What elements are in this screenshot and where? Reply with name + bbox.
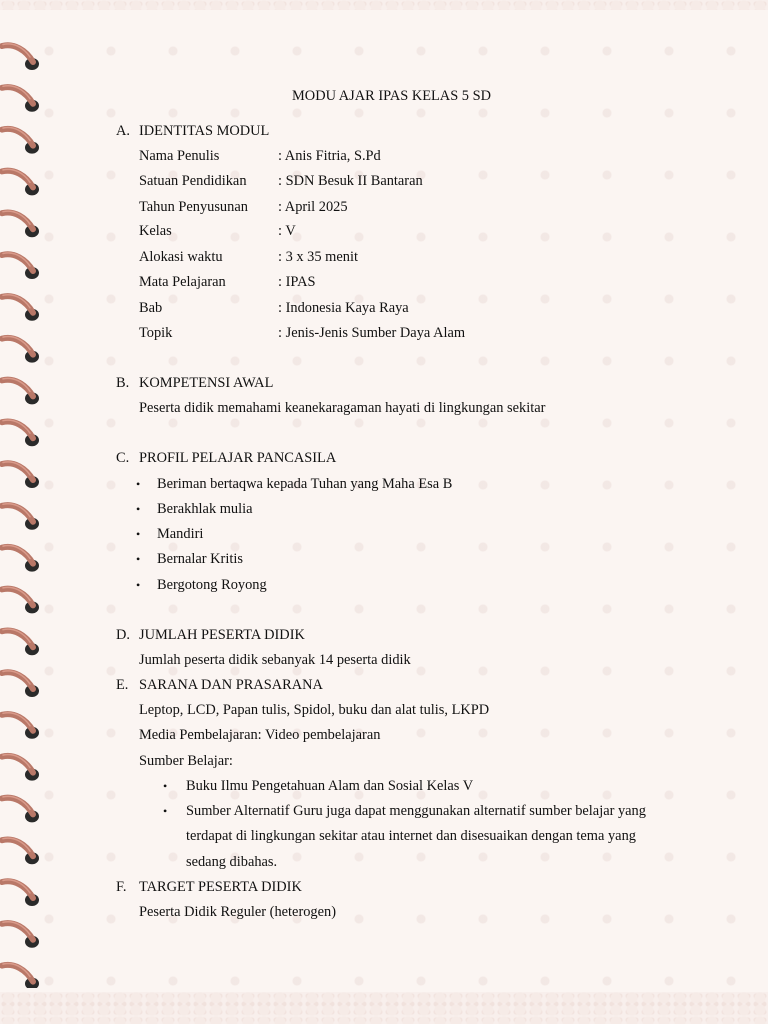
section-e-letter: E. — [116, 677, 129, 693]
identity-value: : Indonesia Kaya Raya — [278, 300, 409, 316]
spiral-ring — [2, 253, 39, 279]
page-title: MODU AJAR IPAS KELAS 5 SD — [292, 88, 491, 104]
spiral-ring — [2, 128, 39, 154]
identity-value: : April 2025 — [278, 199, 348, 215]
spiral-ring — [2, 86, 39, 112]
spiral-ring — [2, 713, 39, 739]
section-d-letter: D. — [116, 627, 130, 643]
identity-label: Nama Penulis — [139, 148, 220, 164]
identity-label: Kelas — [139, 223, 172, 239]
list-item: Berakhlak mulia — [157, 501, 253, 517]
section-e-line: Leptop, LCD, Papan tulis, Spidol, buku dan alat tulis, LKPD — [139, 702, 490, 718]
identity-label: Topik — [139, 325, 173, 341]
bullet-icon: • — [136, 477, 141, 491]
section-c-heading: PROFIL PELAJAR PANCASILA — [139, 450, 337, 466]
list-item: Bergotong Royong — [157, 577, 267, 593]
section-a-letter: A. — [116, 123, 130, 139]
top-lace-border — [0, 0, 768, 10]
section-f-letter: F. — [116, 879, 127, 895]
section-e-heading: SARANA DAN PRASARANA — [139, 677, 323, 693]
list-item: Beriman bertaqwa kepada Tuhan yang Maha Esa B — [157, 476, 453, 492]
section-a-heading: IDENTITAS MODUL — [139, 123, 270, 139]
spiral-ring — [2, 755, 39, 781]
section-f-text: Peserta Didik Reguler (heterogen) — [139, 904, 336, 920]
spiral-ring — [2, 922, 39, 948]
spiral-ring — [2, 295, 39, 321]
bullet-icon: • — [136, 578, 141, 592]
spiral-ring — [2, 964, 39, 988]
identity-value: : IPAS — [278, 274, 316, 290]
identity-label: Satuan Pendidikan — [139, 173, 247, 189]
spiral-binding — [0, 38, 50, 988]
section-d-heading: JUMLAH PESERTA DIDIK — [139, 627, 305, 643]
spiral-ring — [2, 420, 39, 446]
spiral-ring — [2, 211, 39, 237]
spiral-ring — [2, 378, 39, 404]
section-b-text: Peserta didik memahami keanekaragaman hayati di lingkungan sekitar — [139, 400, 546, 416]
spiral-ring — [2, 337, 39, 363]
section-e-line: Media Pembelajaran: Video pembelajaran — [139, 727, 381, 743]
bottom-lace-border — [0, 992, 768, 1024]
bullet-icon: • — [163, 779, 168, 793]
identity-label: Tahun Penyusunan — [139, 199, 248, 215]
section-b-letter: B. — [116, 375, 130, 391]
spiral-ring — [2, 169, 39, 195]
bullet-icon: • — [163, 804, 168, 818]
identity-label: Mata Pelajaran — [139, 274, 226, 290]
list-item: Bernalar Kritis — [157, 551, 243, 567]
list-item-continuation: sedang dibahas. — [186, 854, 278, 870]
spiral-ring — [2, 838, 39, 864]
identity-label: Alokasi waktu — [139, 249, 223, 265]
identity-value: : Jenis-Jenis Sumber Daya Alam — [278, 325, 466, 341]
list-item: Buku Ilmu Pengetahuan Alam dan Sosial Kelas V — [186, 778, 474, 794]
bullet-icon: • — [136, 502, 141, 516]
bullet-icon: • — [136, 527, 141, 541]
identity-value: : SDN Besuk II Bantaran — [278, 173, 423, 189]
spiral-ring — [2, 671, 39, 697]
spiral-ring — [2, 796, 39, 822]
list-item: Sumber Alternatif Guru juga dapat menggunakan alternatif sumber belajar yang — [186, 803, 646, 819]
spiral-ring — [2, 880, 39, 906]
section-c-letter: C. — [116, 450, 130, 466]
list-item-continuation: terdapat di lingkungan sekitar atau internet dan disesuaikan dengan tema yang — [186, 828, 636, 844]
spiral-ring — [2, 504, 39, 530]
spiral-ring — [2, 587, 39, 613]
bullet-icon: • — [136, 552, 141, 566]
section-b-heading: KOMPETENSI AWAL — [139, 375, 274, 391]
spiral-ring — [2, 44, 39, 70]
section-f-heading: TARGET PESERTA DIDIK — [139, 879, 302, 895]
identity-value: : Anis Fitria, S.Pd — [278, 148, 381, 164]
list-item: Mandiri — [157, 526, 204, 542]
section-d-text: Jumlah peserta didik sebanyak 14 peserta didik — [139, 652, 411, 668]
spiral-ring — [2, 462, 39, 488]
identity-value: : 3 x 35 menit — [278, 249, 358, 265]
spiral-ring — [2, 546, 39, 572]
identity-value: : V — [278, 223, 296, 239]
identity-label: Bab — [139, 300, 163, 316]
section-e-line: Sumber Belajar: — [139, 753, 233, 769]
spiral-ring — [2, 629, 39, 655]
